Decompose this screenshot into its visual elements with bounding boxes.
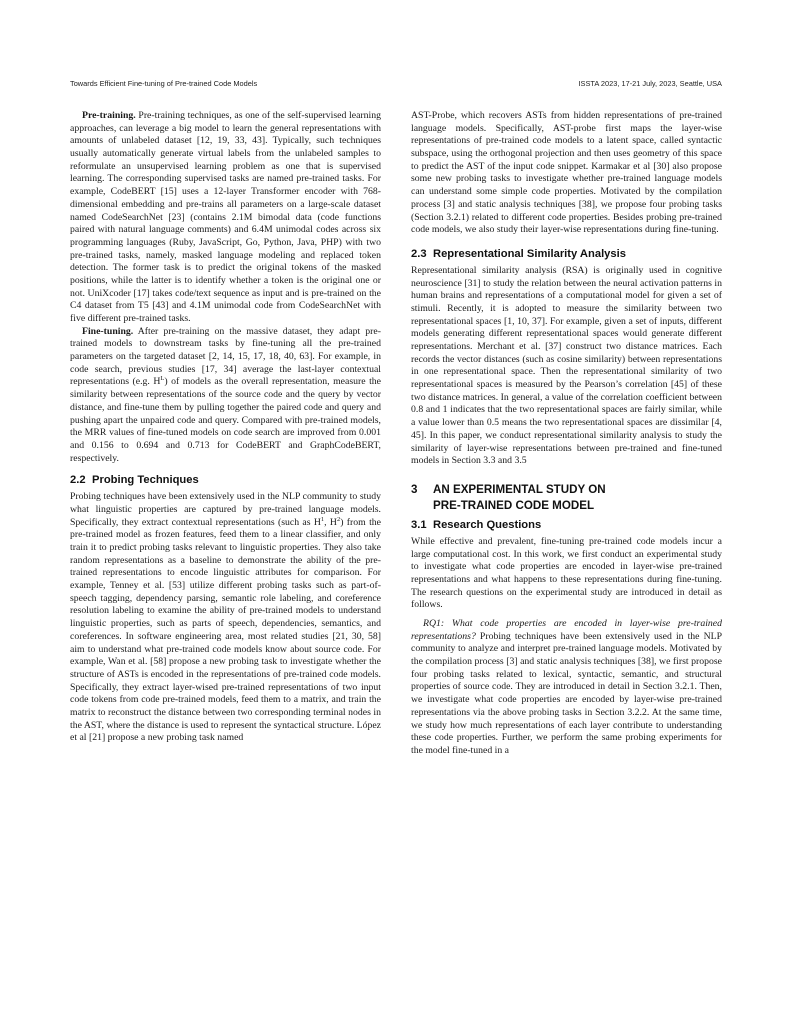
rq1-paragraph [411,618,722,758]
pretraining-lead: Pre-training. [82,110,136,121]
left-column [70,110,381,745]
finetuning-text-a: After pre-training on the massive dataset, they adapt pre-trained models to downstream tasks by fine-tuning all the pre-trained parameters on the targeted dataset [2, 14, 15, 17, 18, 40, 63]. For example, in code search, previous studies [17, 34] average the last-layer contextual representations (e.g. H [70,325,381,388]
probing-paragraph [70,491,381,745]
header-venue: ISSTA 2023, 17-21 July, 2023, Seattle, USA [578,79,722,88]
rsa-paragraph: Representational similarity analysis (RSA) is originally used in cognitive neuroscience [31] to study the relation between the neural activation patterns in human brains and representations of a computational model for given a set of stimuli. Recently, it is adopted to measure the similarity between two representational spaces [1, 10, 37]. For example, given a set of inputs, different models generating different representational spaces would generate different representations. Merchant et al. [37] construct two distance matrices. Each records the vector distances (such as cosine similarity) between representations in one representational space. Then the representational similarity of two representational spaces is measured by the Pearson’s correlation [45] of these two distance matrices. In general, a value of the correlation coefficient between 0.8 and 1 indicates that the two representational spaces are fairly similar, while a value lower than 0.5 means the two representational spaces are dissimilar [4, 45]. In this paper, we conduct representational similarity analysis to study the similarity of layer-wise representations between pre-trained and fine-tuned models in Section 3.3 and 3.5 [411,264,722,467]
header-paper-title: Towards Efficient Fine-tuning of Pre-trained Code Models [70,79,258,88]
section-3-1-number: 3.1 [411,518,427,531]
running-header [70,79,722,91]
section-3-title-line2: PRE-TRAINED CODE MODEL [433,498,595,512]
section-2-3-number: 2.3 [411,247,427,260]
section-2-2-number: 2.2 [70,474,86,487]
probing-text-a: Probing techniques have been extensively used in the NLP community to study what linguistic properties are captured by pre-trained language models. Specifically, they extract contextual representations (such as H [70,491,381,528]
section-3-title-line1: AN EXPERIMENTAL STUDY ON [433,482,606,496]
pretraining-paragraph [70,110,381,326]
section-2-3-title: Representational Similarity Analysis [433,247,626,260]
section-2-2-heading [70,473,381,487]
section-2-3-heading [411,247,722,261]
finetuning-lead: Fine-tuning. [82,325,134,337]
probing-mid: , H [324,516,337,528]
section-3-1-heading [411,518,722,532]
probing-sup-1: 1 [320,515,325,523]
pretraining-text: Pre-training techniques, as one of the self-supervised learning approaches, can leverage a big model to learn the general representations with amounts of unlabeled dataset [12, 19, 33, 43]. Typically, such techniques usually automatically generate virtual labels from the unlabeled samples to reformulate an unsupervised learning problem as one that is supervised learning. The corresponding supervised tasks are named pre-trained tasks. For example, CodeBERT [15] uses a 12-layer Transformer encoder with 768-dimensional embedding and pre-trains all parameters on a large-scale dataset named CodeSearchNet [23] (contains 2.1M bimodal data (code functions paired with natural language comments) and 6.4M unimodal codes across six programming languages (Ruby, JavaScript, Go, Python, Java, PHP) with two pre-trained tasks, namely, masked language modeling and replaced token detection. The former task is to predict the original tokens of the masked positions, while the latter is to identify whether a token is the original one or not. UniXcoder [17] takes code/text sequence as input and is pre-trained on the C4 dataset from T5 [43] and 4.1M unimodal code from CodeSearchNet with five different pre-trained tasks. [70,110,381,324]
rq1-lead: RQ1: What code properties are encoded in layer-wise pre-trained representations? [411,618,722,642]
probing-sup-2: 2 [336,515,341,523]
right-column [411,110,722,758]
section-2-2-title: Probing Techniques [92,474,199,487]
finetuning-sup: L [160,375,165,383]
finetuning-paragraph [70,326,381,466]
section-3-1-title: Research Questions [433,518,542,531]
finetuning-text-b: ) of models as the overall representation, measure the similarity between representations of the source code and the query by vector distance, and fine-tune them by pulling together the paired code and query and pushing apart the unpaired code and query. Compared with pre-trained models, the MRR values of fine-tuned models on code search are improved from 0.001 and 0.156 to 0.694 and 0.713 for CodeBERT and GraphCodeBERT, respectively. [70,376,381,464]
section-3-heading [411,482,722,514]
probing-text-b: ) from the pre-trained model as frozen features, feed them to a linear classifier, and only train it to predict probing tasks relevant to linguistic properties. They also take random representations as a baseline to demonstrate the ability of the pre-trained representations to encode linguistic attributes for comparison. For example, Tenney et al. [53] utilize different probing tasks such as part-of-speech tagging, dependency parsing, semantic role labeling, and coreference resolution labeling to examine the ability of pre-trained models to understand linguistic properties, such as parts of speech, dependencies, semantics, and coreferences. In software engineering area, most related studies [21, 30, 58] aim to understand what pre-trained code models know about source code. For example, Wan et al. [58] propose a new probing task to investigate whether the structure of ASTs is encoded in the representations of pre-trained code models. Specifically, they extract layer-wised pre-trained representations of two input code tokens from code pre-trained models, feed them to a matrix, and train the matrix to reconstruct the distance between two corresponding terminal nodes in the AST, where the distance is used to represent the syntactical structure. López et al [21] propose a new probing task named [70,516,381,744]
research-questions-paragraph: While effective and prevalent, fine-tuning pre-trained code models incur a large computational cost. In this work, we first conduct an experimental study to investigate what code properties are encoded in layer-wise pre-trained representations and what happens to these representations during fine-tuning. The research questions on the experimental study are introduced in detail as follows. [411,535,722,611]
ast-probe-paragraph: AST-Probe, which recovers ASTs from hidden representations of pre-trained language models. Specifically, AST-probe first maps the layer-wise representations of pre-trained code models to a latent space, called syntactic subspace, using the orthogonal projection and then uses geometry of this space to predict the AST of the input code snippet. Karmakar et al [30] also propose some new probing tasks to investigate whether pre-trained language models can understand some simple code properties. Motivated by the compilation process [3] and static analysis techniques [38], we propose four probing tasks (Section 3.2.1) related to different code properties. Besides probing pre-trained code models, we also study their layer-wise representations during fine-tuning. [411,110,722,236]
rq1-text: Probing techniques have been extensively used in the NLP community to analyze and interpret pre-trained language models. Motivated by the compilation process [3] and static analysis techniques [38], we first propose four probing tasks related to lexical, syntactic, semantic, and structural properties of source code. They are introduced in detail in Section 3.2.1. Then, we investigate what code properties are encoded by layer-wise pre-trained representations via the above probing tasks in Section 3.2.2. At the same time, we study how much representations of each layer contribute to understanding these code properties. Further, we perform the same probing experiments for the model fine-tuned in a [411,630,722,756]
section-3-number: 3 [411,482,418,496]
